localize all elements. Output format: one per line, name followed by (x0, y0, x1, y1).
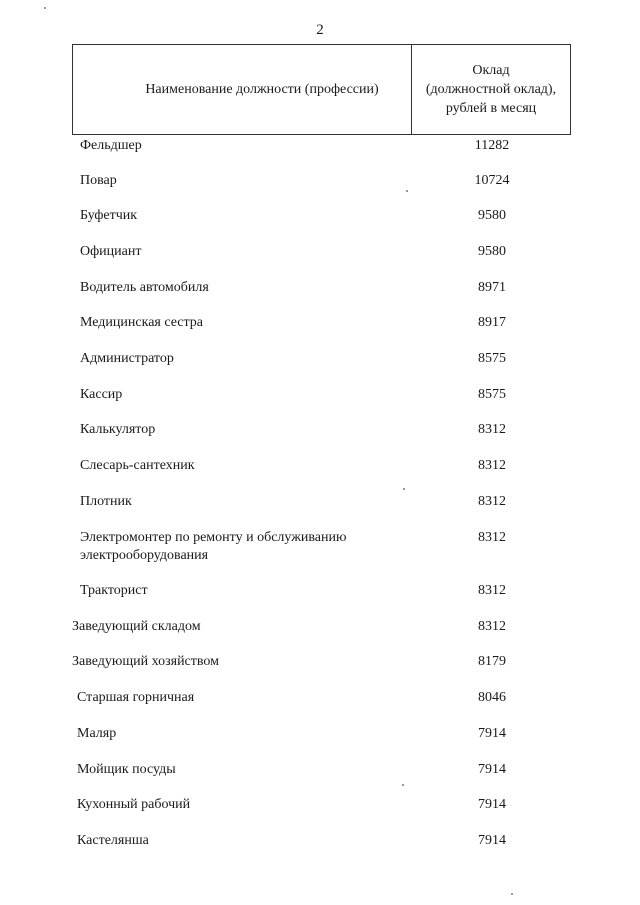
scan-speck (511, 893, 513, 895)
scan-speck (403, 488, 405, 490)
row-position-name-line2: электрооборудования (80, 548, 209, 563)
row-position-name: Тракторист (80, 583, 148, 598)
row-salary: 8312 (478, 494, 506, 509)
row-position-name: Слесарь-сантехник (80, 458, 195, 473)
header-position-name: Наименование должности (профессии) (145, 81, 379, 97)
row-salary: 8971 (478, 280, 506, 295)
row-position-name: Кастелянша (77, 833, 149, 848)
row-salary: 8575 (478, 351, 506, 366)
row-salary: 8312 (478, 619, 506, 634)
page-number: 2 (316, 22, 324, 38)
row-salary: 10724 (474, 173, 510, 188)
row-position-name: Кухонный рабочий (77, 797, 191, 812)
row-salary: 9580 (478, 208, 506, 223)
row-position-name: Официант (80, 244, 142, 259)
row-position-name: Повар (80, 173, 117, 188)
row-position-name: Старшая горничная (77, 690, 195, 705)
row-position-name: Заведующий хозяйством (72, 654, 219, 669)
row-position-name: Мойщик посуды (77, 762, 176, 777)
row-salary: 8312 (478, 422, 506, 437)
row-salary: 8312 (478, 530, 506, 545)
row-salary: 8312 (478, 458, 506, 473)
row-position-name: Администратор (80, 351, 174, 366)
row-salary: 8312 (478, 583, 506, 598)
row-salary: 8046 (478, 690, 506, 705)
header-salary-line1: Оклад (472, 63, 510, 78)
row-salary: 8917 (478, 315, 506, 330)
row-position-name: Калькулятор (80, 422, 156, 437)
row-position-name: Кассир (80, 387, 123, 402)
row-salary: 8179 (478, 654, 506, 669)
header-salary (412, 45, 570, 134)
scan-speck (406, 190, 408, 192)
header-salary-line2: (должностной оклад), (425, 82, 557, 97)
row-position-name: Водитель автомобиля (80, 280, 209, 295)
row-position-name-line1: Электромонтер по ремонту и обслуживанию (80, 530, 347, 545)
row-salary: 7914 (478, 833, 506, 848)
row-position-name (80, 529, 410, 565)
row-position-name: Маляр (77, 726, 117, 741)
row-position-name: Заведующий складом (72, 619, 201, 634)
scan-speck (44, 7, 46, 9)
scan-speck (402, 784, 404, 786)
row-salary: 9580 (478, 244, 506, 259)
row-position-name: Плотник (80, 494, 132, 509)
header-salary-line3: рублей в месяц (445, 101, 537, 116)
row-position-name: Буфетчик (80, 208, 138, 223)
row-salary: 11282 (474, 138, 510, 153)
row-salary: 7914 (478, 762, 506, 777)
row-position-name: Медицинская сестра (80, 315, 204, 330)
table-header (72, 44, 571, 135)
row-salary: 7914 (478, 797, 506, 812)
row-salary: 8575 (478, 387, 506, 402)
row-salary: 7914 (478, 726, 506, 741)
row-position-name: Фельдшер (80, 138, 142, 153)
